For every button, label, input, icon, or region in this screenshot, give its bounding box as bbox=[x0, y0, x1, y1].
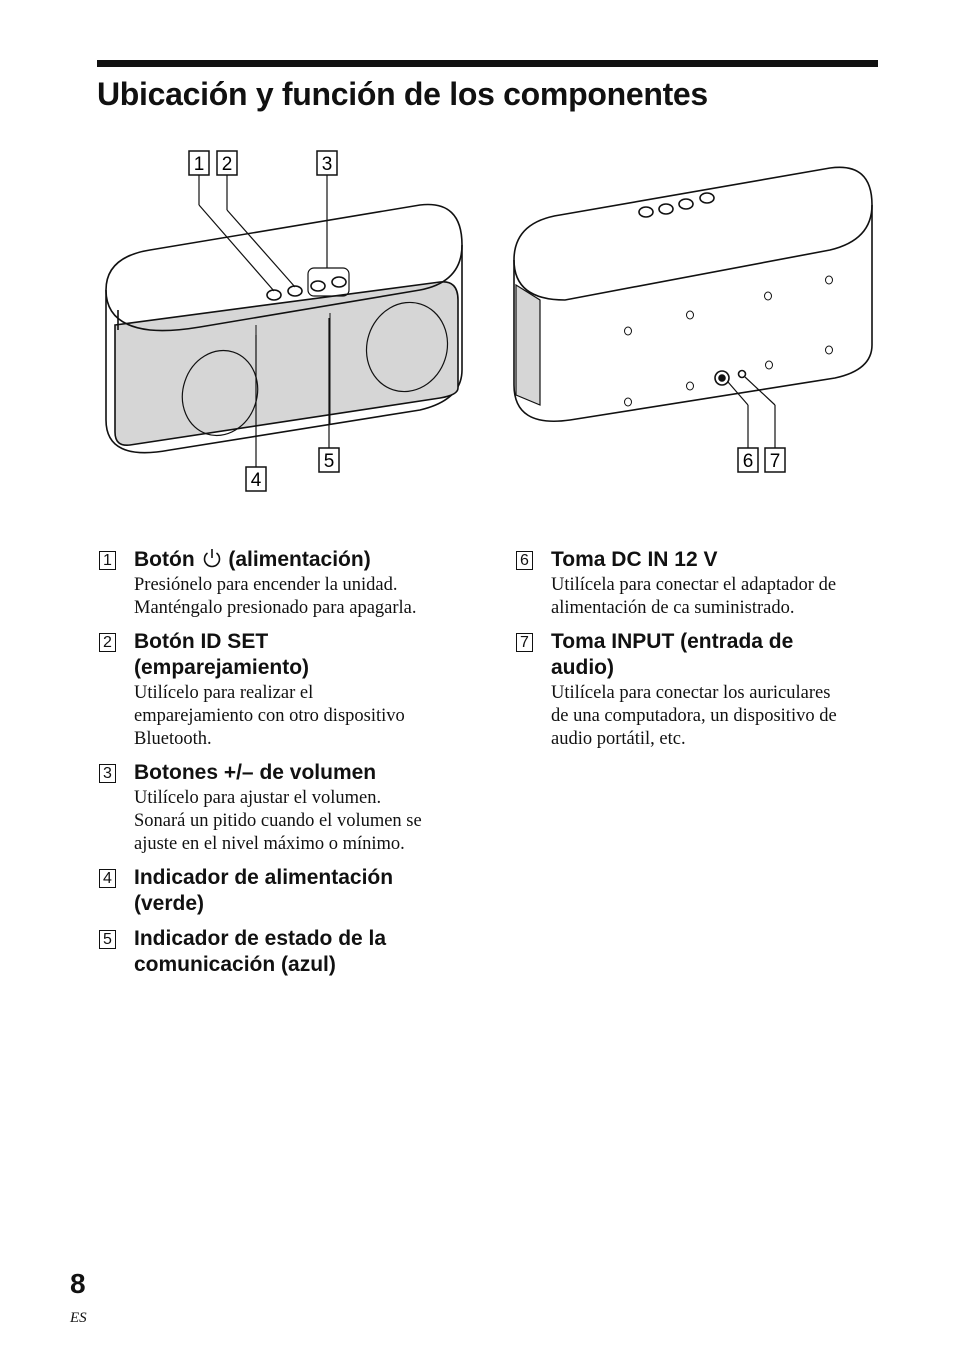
component-item-power-button bbox=[97, 547, 477, 620]
item-title: Indicador de alimentación (verde) bbox=[134, 866, 394, 915]
callout-7 bbox=[765, 448, 785, 472]
item-title: Toma INPUT (entrada de audio) bbox=[551, 630, 794, 679]
svg-text:2: 2 bbox=[221, 154, 233, 175]
item-title: Toma DC IN 12 V bbox=[551, 548, 718, 571]
item-description: Utilícela para conectar el adaptador de alimentación de ca suministrado. bbox=[551, 575, 837, 618]
component-list-right bbox=[514, 547, 894, 760]
component-list-left bbox=[97, 547, 477, 987]
item-description: Utilícela para conectar los auriculares de una computadora, un dispositivo de audio portátil, etc. bbox=[551, 683, 837, 749]
svg-text:4: 4 bbox=[250, 470, 262, 491]
item-title: Botones +/– de volumen bbox=[134, 761, 377, 784]
language-code: ES bbox=[70, 1310, 87, 1326]
item-title: Botón (alimentación) bbox=[134, 548, 371, 571]
callout-3 bbox=[317, 151, 337, 175]
svg-text:3: 3 bbox=[321, 154, 333, 175]
item-number: 7 bbox=[516, 633, 533, 652]
svg-text:1: 1 bbox=[193, 154, 205, 175]
svg-text:7: 7 bbox=[769, 451, 781, 472]
item-number: 6 bbox=[516, 551, 533, 570]
power-icon bbox=[201, 547, 223, 569]
callout-6 bbox=[738, 448, 758, 472]
callout-5 bbox=[319, 448, 339, 472]
component-item-communication-indicator bbox=[97, 926, 477, 978]
component-item-input-jack bbox=[514, 629, 894, 751]
component-item-power-indicator bbox=[97, 865, 477, 917]
svg-text:6: 6 bbox=[742, 451, 754, 472]
svg-text:5: 5 bbox=[323, 451, 335, 472]
callout-4 bbox=[246, 467, 266, 491]
component-item-dc-in-jack bbox=[514, 547, 894, 620]
item-number: 3 bbox=[99, 764, 116, 783]
callout-1 bbox=[189, 151, 209, 175]
item-number: 1 bbox=[99, 551, 116, 570]
speaker-front-view bbox=[106, 175, 462, 467]
page-title: Ubicación y función de los componentes bbox=[97, 76, 708, 112]
speaker-back-view bbox=[514, 167, 872, 448]
item-title: Indicador de estado de la comunicación (azul) bbox=[134, 927, 387, 976]
item-title: Botón ID SET (emparejamiento) bbox=[134, 630, 310, 679]
component-item-volume-buttons bbox=[97, 760, 477, 856]
item-number: 4 bbox=[99, 869, 116, 888]
item-number: 5 bbox=[99, 930, 116, 949]
item-description: Utilícelo para ajustar el volumen. Sonará un pitido cuando el volumen se ajuste en el nivel máximo o mínimo. bbox=[134, 788, 422, 854]
item-number: 2 bbox=[99, 633, 116, 652]
page-number: 8 bbox=[70, 1268, 86, 1299]
component-item-id-set-button bbox=[97, 629, 477, 751]
item-description: Presiónelo para encender la unidad. Manténgalo presionado para apagarla. bbox=[134, 575, 417, 618]
speaker-diagram bbox=[0, 0, 954, 520]
item-description: Utilícelo para realizar el emparejamiento con otro dispositivo Bluetooth. bbox=[134, 683, 405, 749]
callout-2 bbox=[217, 151, 237, 175]
